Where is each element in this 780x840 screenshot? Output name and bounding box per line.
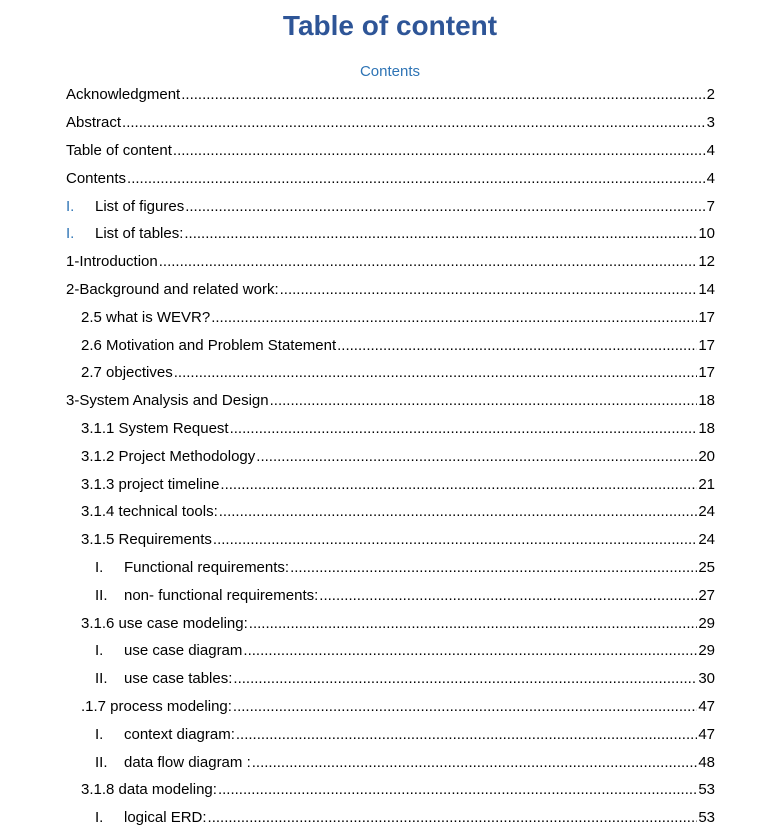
- toc-heading: Contents: [359, 63, 421, 80]
- toc-entry-page-number: 48: [698, 753, 715, 771]
- toc-dot-leader: [233, 670, 697, 687]
- toc-entry[interactable]: [66, 303, 715, 331]
- toc-entry[interactable]: [66, 415, 715, 443]
- toc-dot-leader: [213, 531, 697, 548]
- toc-entry[interactable]: [66, 720, 715, 748]
- toc-entry-page-number: 2: [706, 86, 715, 104]
- toc-entry-page-number: 4: [706, 141, 715, 159]
- toc-entry-page-number: 20: [698, 447, 715, 465]
- toc-dot-leader: [159, 253, 698, 270]
- toc-entry-title: 3.1.6 use case modeling:: [81, 614, 248, 632]
- toc-list: [66, 81, 715, 832]
- toc-entry[interactable]: [66, 81, 715, 109]
- toc-entry-number: I.: [95, 558, 104, 576]
- toc-entry-page-number: 3: [706, 114, 715, 132]
- toc-entry[interactable]: [66, 192, 715, 220]
- toc-entry-title: .1.7 process modeling:: [81, 697, 232, 715]
- toc-dot-leader: [243, 642, 697, 659]
- toc-entry-title: Abstract: [66, 114, 122, 132]
- toc-entry-page-number: 24: [698, 503, 715, 521]
- toc-dot-leader: [256, 448, 697, 465]
- toc-entry-title: 2.6 Motivation and Problem Statement: [81, 336, 337, 354]
- toc-dot-leader: [290, 559, 697, 576]
- toc-entry-title: Contents: [66, 169, 127, 187]
- toc-entry[interactable]: [66, 609, 715, 637]
- toc-entry[interactable]: [66, 554, 715, 582]
- toc-entry[interactable]: [66, 109, 715, 137]
- toc-entry-page-number: 4: [706, 169, 715, 187]
- toc-entry[interactable]: [66, 331, 715, 359]
- toc-entry-title: use case tables:: [124, 670, 233, 688]
- toc-entry-title: 3-System Analysis and Design: [66, 392, 269, 410]
- toc-entry-page-number: 7: [706, 197, 715, 215]
- toc-entry-page-number: 25: [698, 558, 715, 576]
- toc-entry-number: I.: [66, 225, 75, 243]
- toc-entry[interactable]: [66, 637, 715, 665]
- toc-entry[interactable]: [66, 276, 715, 304]
- toc-entry-page-number: 10: [698, 225, 715, 243]
- toc-dot-leader: [252, 754, 698, 771]
- toc-dot-leader: [249, 615, 698, 632]
- toc-entry[interactable]: [66, 470, 715, 498]
- toc-dot-leader: [319, 587, 697, 604]
- toc-entry[interactable]: [66, 581, 715, 609]
- toc-entry[interactable]: [66, 248, 715, 276]
- toc-entry-title: 3.1.3 project timeline: [81, 475, 220, 493]
- toc-dot-leader: [220, 476, 697, 493]
- toc-entry-title: Acknowledgment: [66, 86, 181, 104]
- toc-entry-title: List of figures: [95, 197, 185, 215]
- toc-entry-page-number: 47: [698, 697, 715, 715]
- toc-entry-title: 2-Background and related work:: [66, 280, 279, 298]
- toc-dot-leader: [219, 503, 698, 520]
- toc-entry[interactable]: [66, 387, 715, 415]
- toc-entry-title: logical ERD:: [124, 809, 207, 827]
- toc-entry-page-number: 14: [698, 280, 715, 298]
- toc-entry-title: 3.1.4 technical tools:: [81, 503, 218, 521]
- toc-entry[interactable]: [66, 359, 715, 387]
- toc-dot-leader: [218, 781, 697, 798]
- toc-dot-leader: [122, 114, 706, 131]
- toc-entry-number: II.: [95, 586, 108, 604]
- toc-dot-leader: [236, 726, 697, 743]
- toc-dot-leader: [337, 337, 697, 354]
- toc-dot-leader: [174, 364, 698, 381]
- toc-entry-page-number: 27: [698, 586, 715, 604]
- toc-entry-title: non- functional requirements:: [124, 586, 319, 604]
- toc-entry-title: use case diagram: [124, 642, 243, 660]
- toc-entry[interactable]: [66, 498, 715, 526]
- toc-entry-number: I.: [95, 642, 104, 660]
- toc-entry[interactable]: [66, 748, 715, 776]
- toc-entry[interactable]: [66, 776, 715, 804]
- toc-dot-leader: [230, 420, 698, 437]
- toc-entry-page-number: 17: [698, 308, 715, 326]
- toc-entry[interactable]: [66, 665, 715, 693]
- toc-dot-leader: [173, 142, 706, 159]
- toc-entry-page-number: 17: [698, 336, 715, 354]
- toc-entry[interactable]: [66, 804, 715, 832]
- toc-entry-page-number: 30: [698, 670, 715, 688]
- toc-entry-page-number: 24: [698, 531, 715, 549]
- toc-entry[interactable]: [66, 693, 715, 721]
- toc-entry-page-number: 53: [698, 809, 715, 827]
- toc-entry[interactable]: [66, 526, 715, 554]
- toc-entry-title: 1-Introduction: [66, 253, 158, 271]
- toc-entry-page-number: 18: [698, 392, 715, 410]
- toc-dot-leader: [270, 392, 698, 409]
- toc-entry[interactable]: [66, 220, 715, 248]
- toc-dot-leader: [185, 198, 705, 215]
- toc-dot-leader: [181, 86, 705, 103]
- toc-entry-title: data flow diagram :: [124, 753, 251, 771]
- toc-entry-page-number: 47: [698, 725, 715, 743]
- toc-entry-title: Table of content: [66, 141, 172, 159]
- toc-entry-title: 3.1.5 Requirements: [81, 531, 212, 549]
- toc-entry-number: I.: [95, 725, 104, 743]
- toc-entry[interactable]: [66, 164, 715, 192]
- toc-entry-title: 2.5 what is WEVR?: [81, 308, 211, 326]
- toc-entry-title: 2.7 objectives: [81, 364, 173, 382]
- toc-dot-leader: [208, 809, 698, 826]
- toc-entry-page-number: 17: [698, 364, 715, 382]
- toc-dot-leader: [184, 225, 697, 242]
- toc-entry-title: 3.1.8 data modeling:: [81, 781, 217, 799]
- toc-entry-number: II.: [95, 753, 108, 771]
- toc-entry-number: I.: [95, 809, 104, 827]
- toc-entry-page-number: 29: [698, 614, 715, 632]
- toc-dot-leader: [233, 698, 697, 715]
- toc-entry-title: Functional requirements:: [124, 558, 290, 576]
- toc-entry-page-number: 18: [698, 419, 715, 437]
- toc-entry-page-number: 12: [698, 253, 715, 271]
- toc-entry[interactable]: [66, 137, 715, 165]
- toc-entry-number: I.: [66, 197, 75, 215]
- toc-entry-page-number: 21: [698, 475, 715, 493]
- toc-dot-leader: [127, 170, 706, 187]
- toc-entry-page-number: 29: [698, 642, 715, 660]
- toc-entry-page-number: 53: [698, 781, 715, 799]
- page-title: Table of content: [282, 10, 498, 41]
- toc-dot-leader: [280, 281, 698, 298]
- toc-dot-leader: [211, 309, 697, 326]
- toc-entry-title: List of tables:: [95, 225, 184, 243]
- toc-entry-number: II.: [95, 670, 108, 688]
- toc-entry-title: context diagram:: [124, 725, 235, 743]
- toc-entry-title: 3.1.1 System Request: [81, 419, 229, 437]
- toc-entry[interactable]: [66, 442, 715, 470]
- toc-entry-title: 3.1.2 Project Methodology: [81, 447, 256, 465]
